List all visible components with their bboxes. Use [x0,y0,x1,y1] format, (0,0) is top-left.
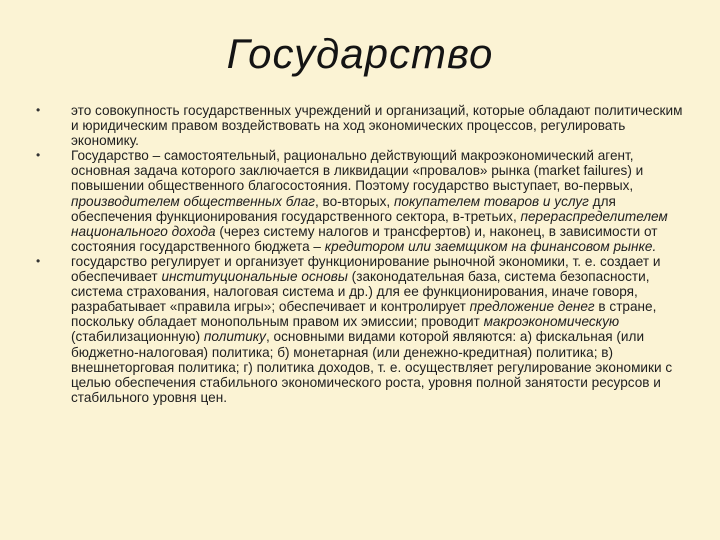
emphasized-text: производителем общественных благ [71,193,315,209]
item-text: для обеспечения функционирования государственного сектора, в-третьих, [71,193,616,224]
item-text: Государство – самостоятельный, рационально действующий макроэкономический агент, основная задача которого заключается в ликвидации «провалов» рынка (market failures) и повышении общественного благосостояния. Поэтому государство выступает, во-первых, [71,148,644,194]
list-item [36,148,686,254]
emphasized-text: политику [203,329,266,345]
list-item [36,103,686,148]
item-text: это совокупность государственных учреждений и организаций, которые обладают политическим и юридическим правом воздействовать на ход экономических процессов, регулировать экономику. [71,103,683,149]
item-text: (законодательная база, система безопасности, система страхования, налоговая система и др.) для ее функционирования, иначе говоря, разрабатывает «правила игры»; обеспечивает и контролирует [71,269,650,315]
bullet-icon: • [36,253,41,268]
item-text: в стране, поскольку обладает монопольным правом их эмиссии; проводит [71,299,657,330]
bullet-icon: • [36,148,41,163]
bullet-icon: • [36,103,41,117]
bullet-list [36,103,686,405]
emphasized-text: покупателем товаров и услуг [393,193,589,209]
item-text: (стабилизационную) [71,329,204,345]
emphasized-text: макроэкономическую [483,314,620,330]
slide-title: Государство [226,30,494,77]
emphasized-text: кредитором или заемщиком на финансовом рынке. [324,238,657,254]
item-text: , во-вторых, [315,193,394,209]
item-text: (через систему налогов и трансфертов) и, наконец, в зависимости от состояния государственного бюджета – [71,223,658,254]
item-text: государство регулирует и организует функционирование рыночной экономики, т. е. создает и обеспечивает [71,253,661,285]
item-text: , основными видами которой являются: а) фискальная (или бюджетно-налоговая) политика; б) монетарная (или денежно-кредитная) политика; в) внешнеторговая политика; г) политика доходов, т. е. осуществляет регулирование экономики с целью обеспечения стабильного экономического роста, уровня полной занятости ресурсов и стабильного уровня цен. [71,329,673,405]
emphasized-text: институциональные основы [161,269,348,285]
list-item [36,254,686,405]
emphasized-text: перераспределителем национального дохода [71,208,668,239]
emphasized-text: предложение денег [469,299,595,315]
